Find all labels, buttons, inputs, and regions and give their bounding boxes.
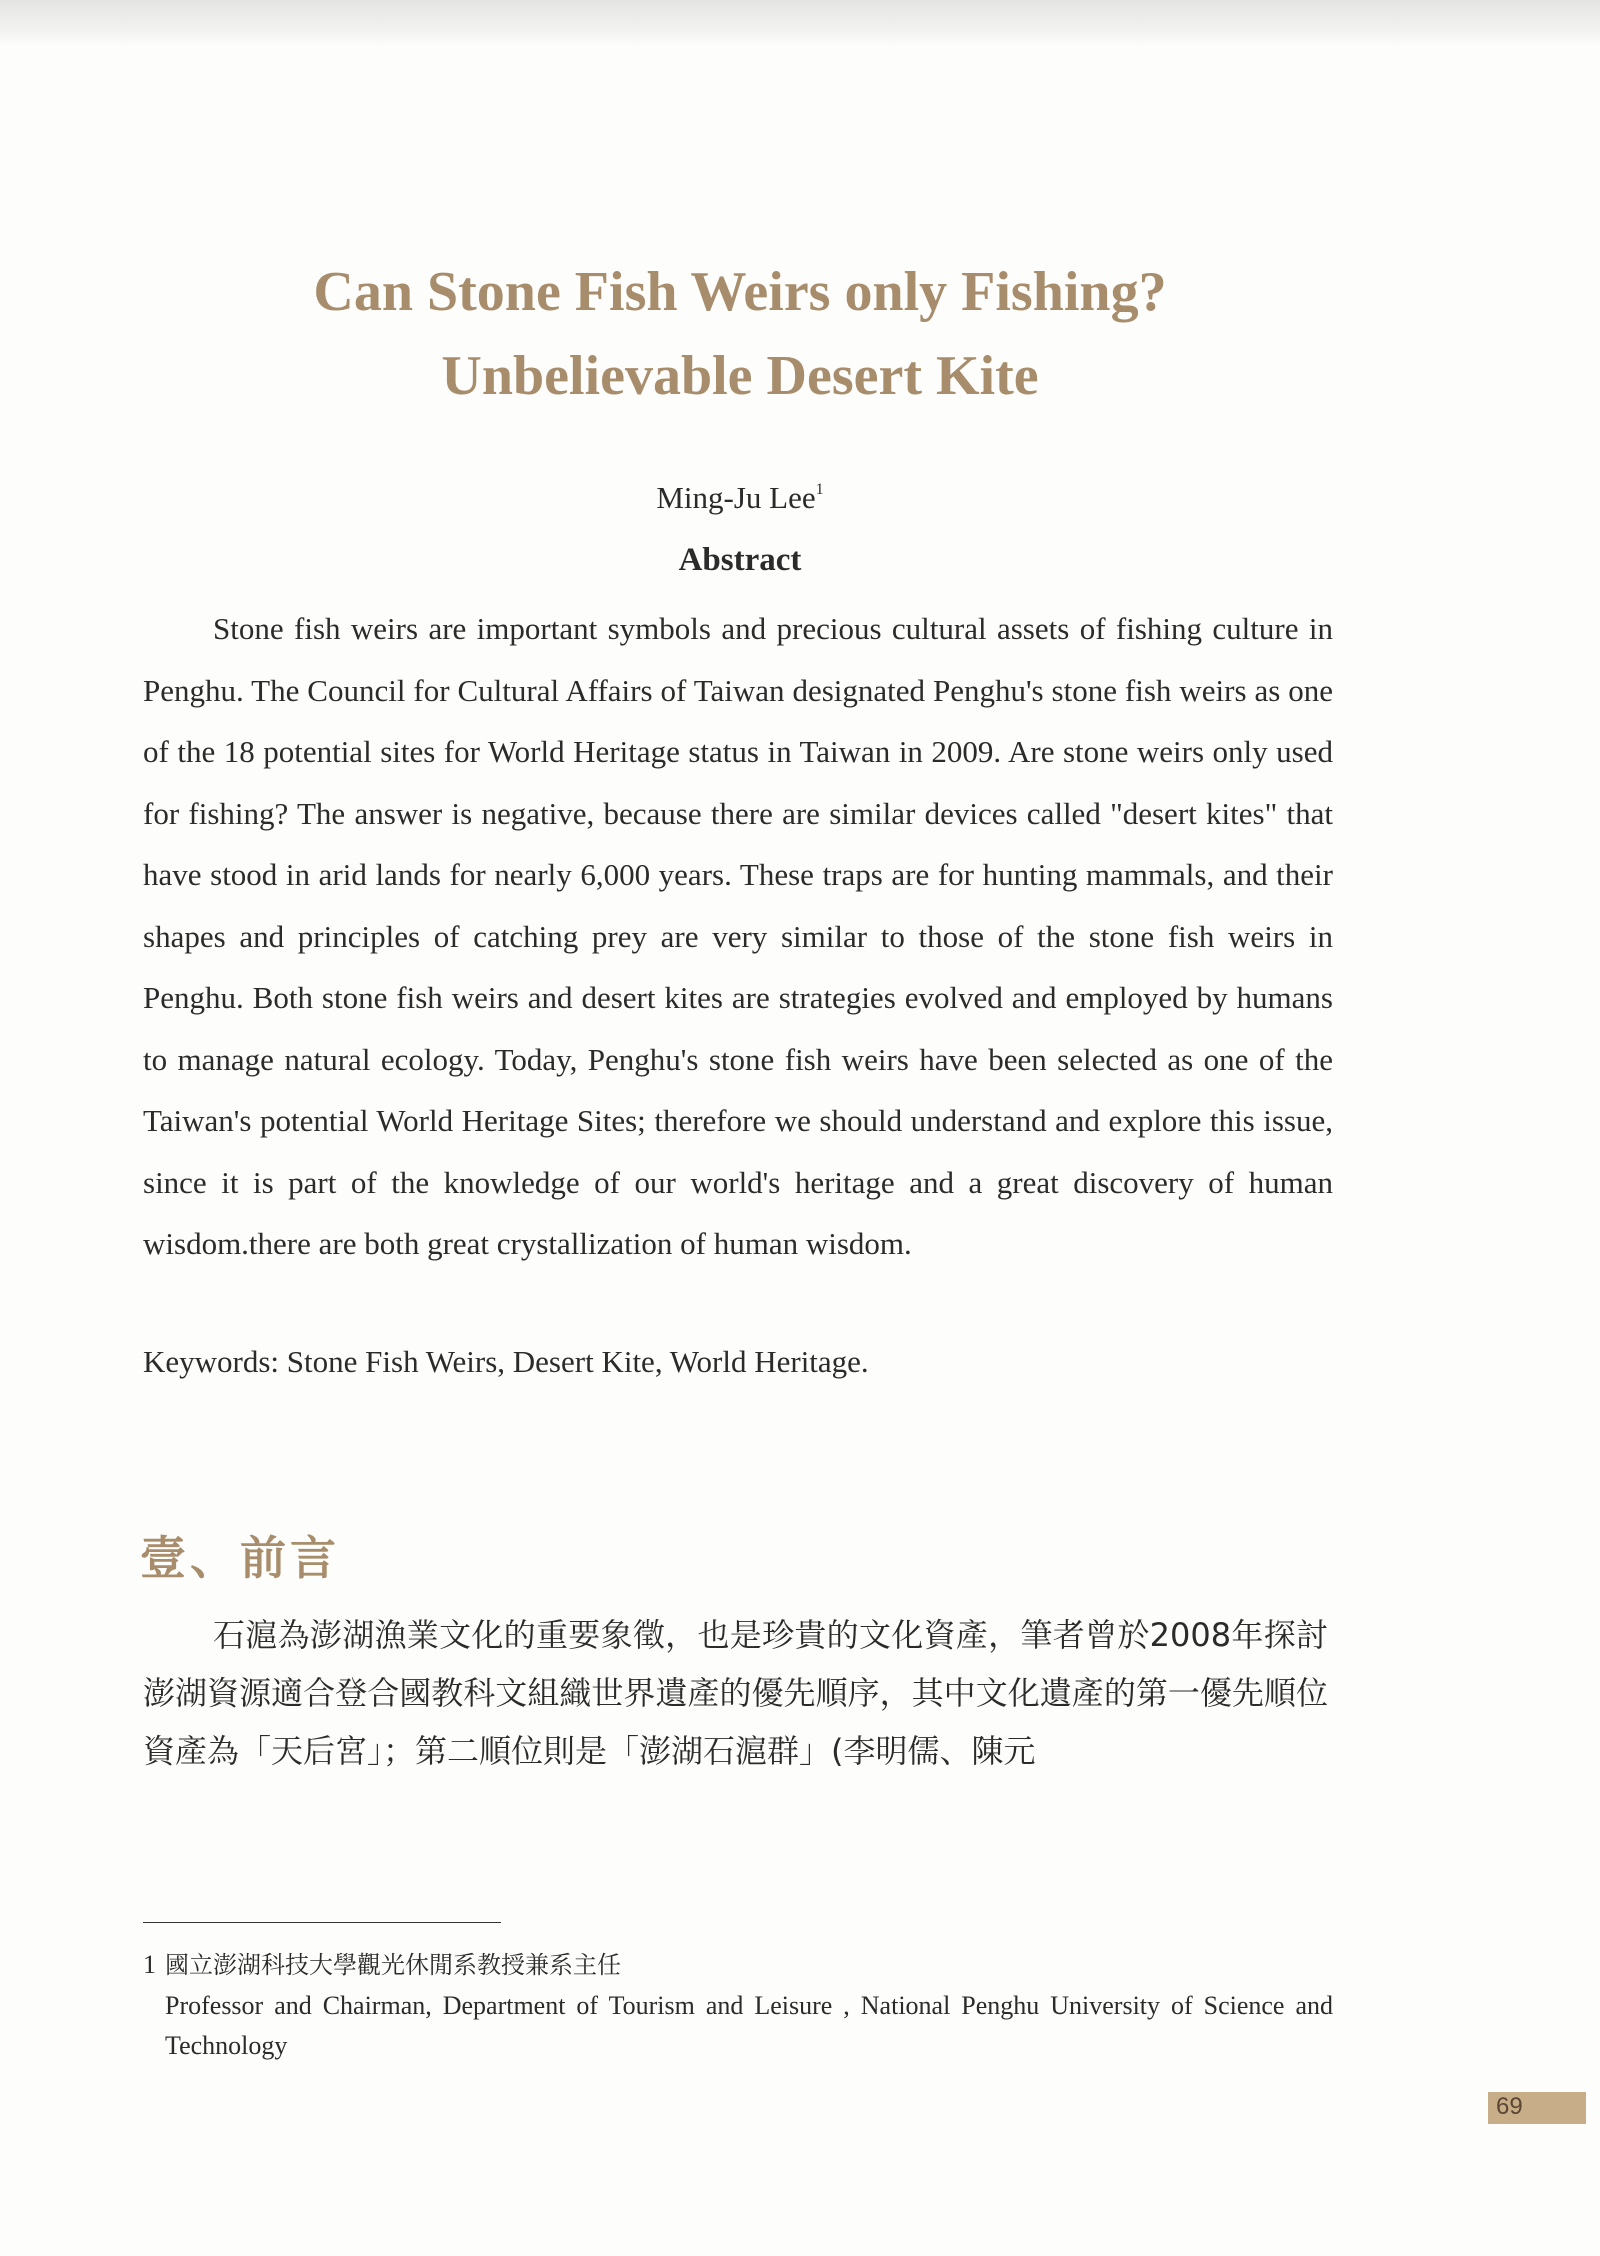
footnote-number: 1	[143, 1950, 156, 1979]
title-line-1: Can Stone Fish Weirs only Fishing?	[313, 261, 1167, 323]
abstract-heading: Abstract	[678, 542, 802, 578]
footnote-divider	[143, 1922, 501, 1923]
author-line	[0, 480, 1480, 516]
paper-title	[0, 250, 1480, 418]
title-line-2: Unbelievable Desert Kite	[441, 345, 1039, 407]
page-number: 69	[1496, 2093, 1523, 2120]
section-heading: 壹、前言	[140, 1531, 340, 1585]
page-number-tab	[1488, 2092, 1586, 2124]
footnote-chinese: 國立澎湖科技大學觀光休閒系教授兼系主任	[165, 1951, 621, 1979]
author-name: Ming-Ju Lee	[656, 480, 816, 515]
section-body-text: 石滬為澎湖漁業文化的重要象徵，也是珍貴的文化資產，筆者曾於2008年探討澎湖資源適合登合國教科文組織世界遺產的優先順序，其中文化遺產的第一優先順位資產為「天后宮」；第二順位則是「澎湖石滬群」(李明儒、陳元	[143, 1616, 1328, 1770]
keywords: Keywords: Stone Fish Weirs, Desert Kite, World Heritage.	[143, 1344, 869, 1379]
footnote-english: Professor and Chairman, Department of Tourism and Leisure , National Penghu University of Science and Technology	[165, 1991, 1333, 2060]
author-footnote-mark: 1	[815, 481, 824, 498]
abstract-text: Stone fish weirs are important symbols and precious cultural assets of fishing culture in Penghu. The Council for Cultural Affairs of Taiwan designated Penghu's stone fish weirs as one of the 18 potential sites for World Heritage status in Taiwan in 2009. Are stone weirs only used for fishing? The answer is negative, because there are similar devices called "desert kites" that have stood in arid lands for nearly 6,000 years. These traps are for hunting mammals, and their shapes and principles of catching prey are very similar to those of the stone fish weirs in Penghu. Both stone fish weirs and desert kites are strategies evolved and employed by humans to manage natural ecology. Today, Penghu's stone fish weirs have been selected as one of the Taiwan's potential World Heritage Sites; therefore we should understand and explore this issue, since it is part of the knowledge of our world's heritage and a great discovery of human wisdom.there are both great crystallization of human wisdom.	[143, 611, 1333, 1261]
